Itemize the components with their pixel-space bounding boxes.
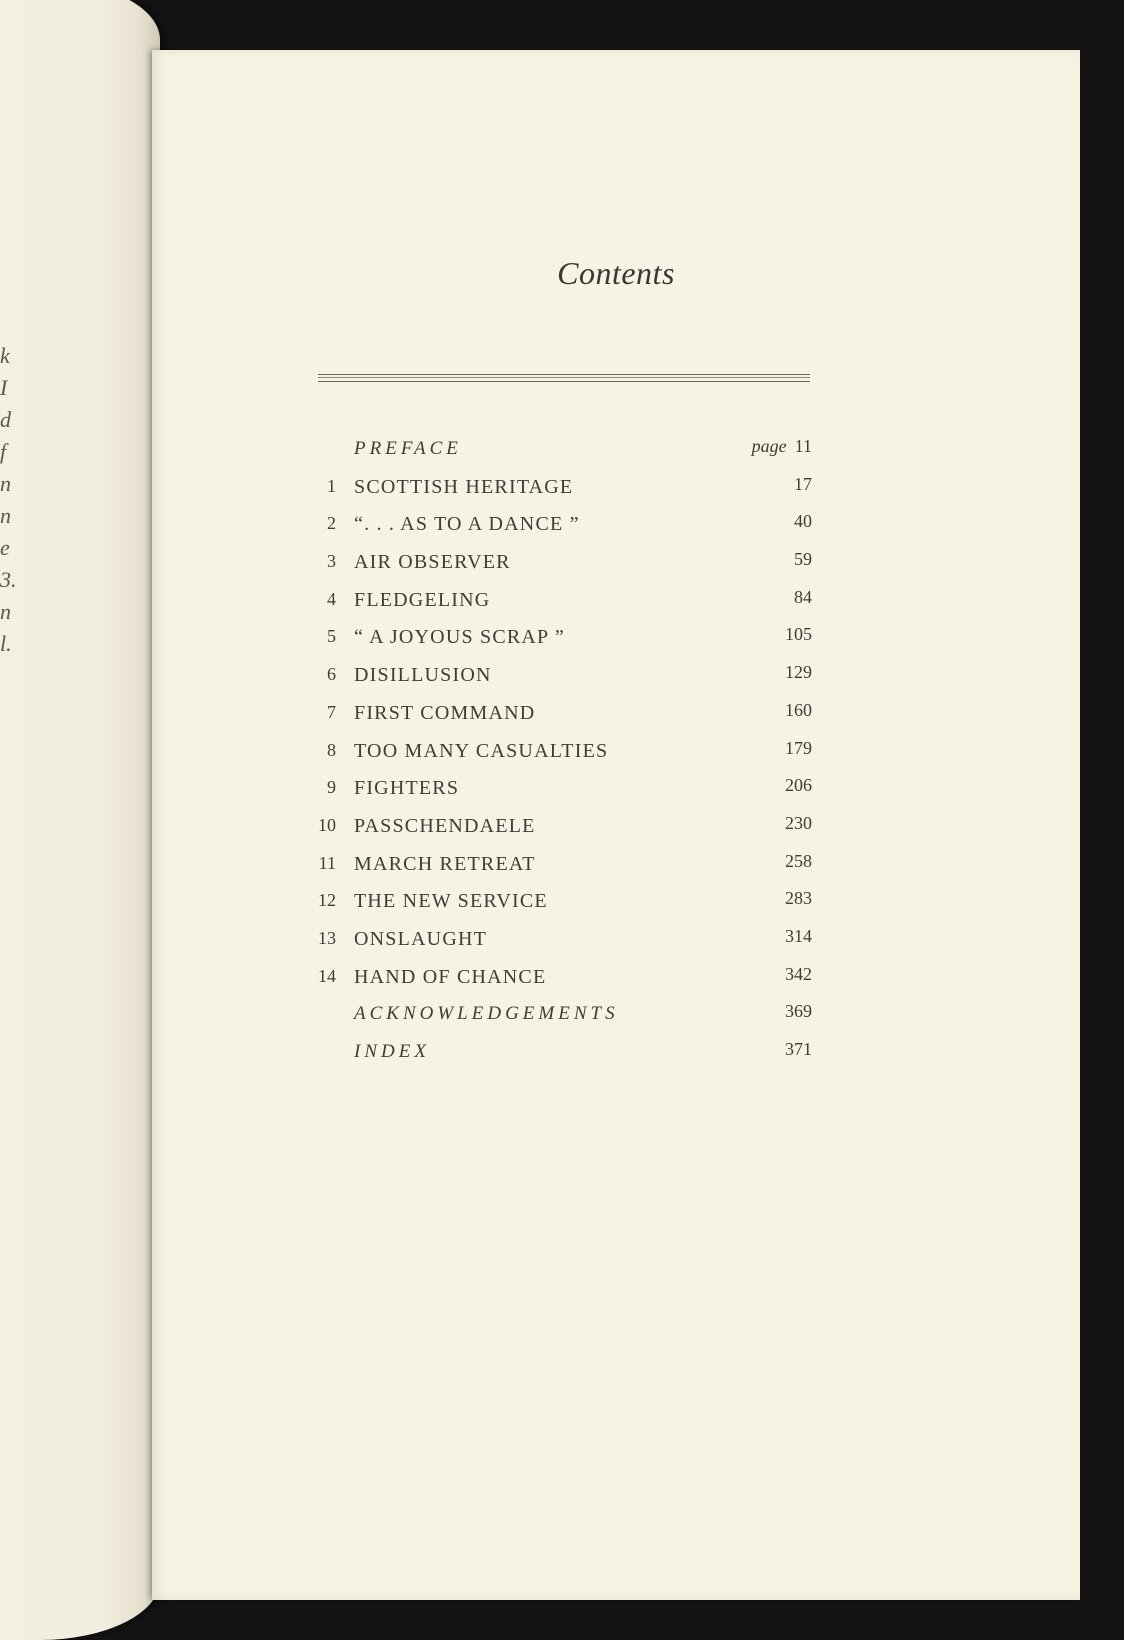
page-title: Contents xyxy=(557,255,675,291)
left-page-fragment: 3. xyxy=(0,567,17,592)
chapter-number: 7 xyxy=(327,701,336,722)
page-number-value: 179 xyxy=(785,737,812,758)
page-number-value: 371 xyxy=(785,1039,812,1059)
chapter-title: “ A JOYOUS SCRAP ” xyxy=(354,626,565,649)
page-number xyxy=(794,511,812,532)
left-page-fragment: f xyxy=(0,439,7,464)
chapter-number: 1 xyxy=(327,475,336,496)
chapter-title: “. . . AS TO A DANCE ” xyxy=(354,513,580,536)
page-number xyxy=(785,738,812,759)
page-number-value: 59 xyxy=(794,549,812,570)
page-number-value: 342 xyxy=(785,963,812,984)
chapter-number: 10 xyxy=(318,814,336,835)
chapter-title: SCOTTISH HERITAGE xyxy=(354,475,574,498)
page-number xyxy=(785,624,812,645)
chapter-title: HAND OF CHANCE xyxy=(354,965,547,988)
toc-entry xyxy=(302,583,822,621)
chapter-title: INDEX xyxy=(354,1041,430,1062)
chapter-number: 14 xyxy=(318,965,336,986)
chapter-title: FIRST COMMAND xyxy=(354,701,536,724)
chapter-number: 3 xyxy=(327,551,336,572)
chapter-title: ACKNOWLEDGEMENTS xyxy=(354,1003,619,1025)
double-rule-divider xyxy=(318,374,810,382)
toc-entry xyxy=(302,734,822,772)
left-page-fragment: l. xyxy=(0,631,12,656)
table-of-contents xyxy=(302,432,822,1073)
page-number-value: 11 xyxy=(794,436,812,456)
chapter-title: FIGHTERS xyxy=(354,777,460,800)
toc-entry xyxy=(302,507,822,545)
toc-entry xyxy=(302,771,822,809)
page-number xyxy=(785,926,812,947)
left-page-fragment: k xyxy=(0,343,10,368)
toc-entry xyxy=(302,432,822,470)
chapter-number: 11 xyxy=(318,852,336,873)
page-number-value: 369 xyxy=(785,1001,812,1022)
page-number xyxy=(785,1039,812,1060)
chapter-number: 9 xyxy=(327,777,336,798)
left-page-fragment: n xyxy=(0,503,11,528)
page-number-value: 230 xyxy=(785,812,812,833)
toc-entry xyxy=(302,658,822,696)
chapter-title: FLEDGELING xyxy=(354,588,491,611)
chapter-number: 12 xyxy=(318,890,336,911)
page-number xyxy=(794,587,812,608)
toc-entry xyxy=(302,847,822,885)
page-number xyxy=(785,700,812,721)
chapter-number: 4 xyxy=(327,588,336,609)
left-facing-page xyxy=(0,0,160,1640)
page-word-label: page xyxy=(751,436,787,456)
page-number xyxy=(785,964,812,985)
page-number xyxy=(794,549,812,570)
chapter-title: THE NEW SERVICE xyxy=(354,890,548,913)
left-page-fragment: e xyxy=(0,535,10,560)
page-number-value: 314 xyxy=(785,925,812,946)
chapter-number: 5 xyxy=(327,626,336,647)
toc-entry xyxy=(302,470,822,508)
page-number-value: 129 xyxy=(785,662,812,683)
toc-entry xyxy=(302,960,822,998)
toc-entry xyxy=(302,545,822,583)
page-number xyxy=(785,851,812,872)
contents-page xyxy=(152,50,1080,1600)
page-number xyxy=(785,662,812,683)
page-number-value: 84 xyxy=(794,586,812,607)
chapter-number: 6 xyxy=(327,664,336,685)
page-number-value: 105 xyxy=(785,624,812,645)
page-number xyxy=(785,1001,812,1022)
page-number-value: 40 xyxy=(794,511,812,532)
toc-entry xyxy=(302,1035,822,1073)
page-number-value: 160 xyxy=(785,699,812,720)
chapter-number: 8 xyxy=(327,739,336,760)
page-number xyxy=(794,474,812,495)
chapter-title: DISILLUSION xyxy=(354,664,492,687)
page-number-value: 206 xyxy=(785,775,812,796)
chapter-title: PASSCHENDAELE xyxy=(354,814,536,837)
toc-entry xyxy=(302,884,822,922)
page-number-value: 283 xyxy=(785,888,812,909)
toc-entry xyxy=(302,997,822,1035)
left-page-fragment: d xyxy=(0,407,11,432)
toc-entry xyxy=(302,809,822,847)
chapter-title: MARCH RETREAT xyxy=(354,852,536,875)
chapter-title: AIR OBSERVER xyxy=(354,551,511,574)
toc-entry xyxy=(302,620,822,658)
page-number-value: 17 xyxy=(794,473,812,494)
toc-entry xyxy=(302,696,822,734)
left-page-fragment: n xyxy=(0,471,11,496)
page-number xyxy=(752,436,812,457)
chapter-title: PREFACE xyxy=(354,438,462,459)
page-number xyxy=(785,813,812,834)
toc-entry xyxy=(302,922,822,960)
chapter-title: ONSLAUGHT xyxy=(354,927,488,950)
page-number xyxy=(785,888,812,909)
page-number xyxy=(785,775,812,796)
left-page-fragment: I xyxy=(0,375,8,400)
chapter-title: TOO MANY CASUALTIES xyxy=(354,739,609,762)
left-page-fragment: n xyxy=(0,599,11,624)
page-number-value: 258 xyxy=(785,850,812,871)
chapter-number: 13 xyxy=(318,927,336,948)
chapter-number: 2 xyxy=(327,513,336,534)
